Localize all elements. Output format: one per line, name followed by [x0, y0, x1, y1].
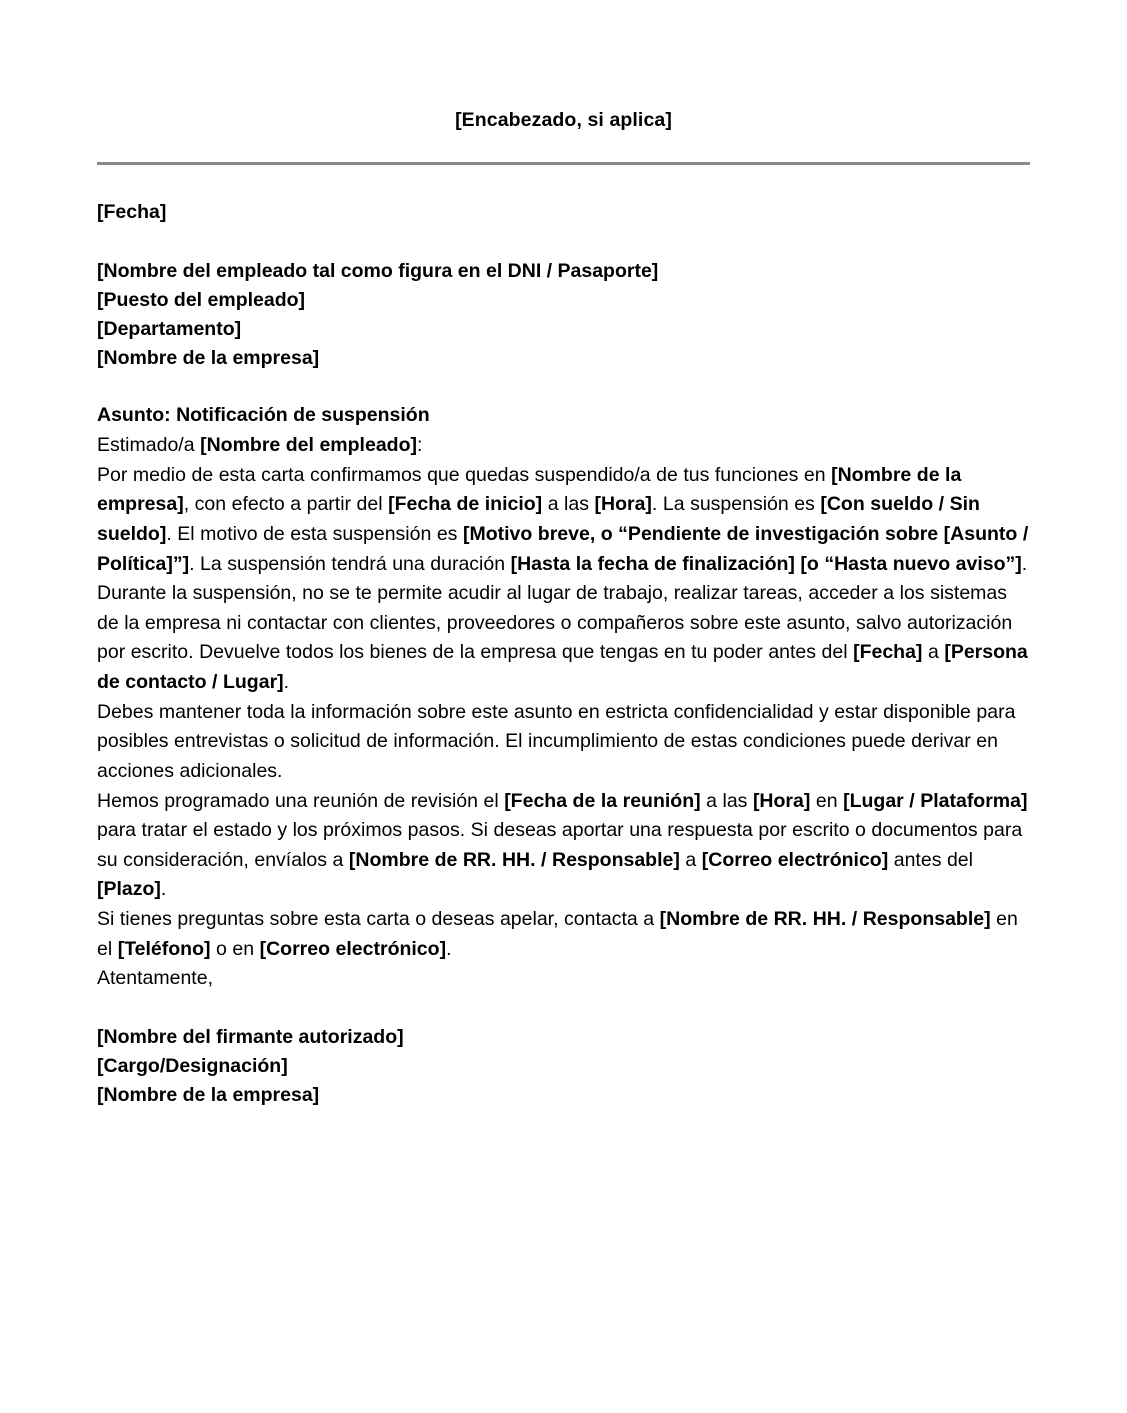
p5-s4: .	[446, 937, 452, 960]
p2-s2: a	[922, 641, 945, 664]
recipient-address-block	[97, 257, 1030, 372]
salutation-employee-name: [Nombre del empleado]	[200, 434, 417, 457]
p3-s1: Debes mantener toda la información sobre este asunto en estricta confidencialidad y estar disponible para posibles entrevistas o solicitud de información. El incumplimiento de estas condiciones puede derivar en acciones adicionales.	[97, 700, 1016, 782]
paragraph-confidentiality	[97, 698, 1030, 787]
document-content	[97, 0, 1030, 1110]
p5-s1: Si tienes preguntas sobre esta carta o deseas apelar, contacta a	[97, 908, 660, 931]
signatory-name: [Nombre del firmante autorizado]	[97, 1025, 404, 1048]
paragraph-restrictions	[97, 579, 1030, 698]
p4-s7: .	[160, 878, 167, 901]
p2-s1: Durante la suspensión, no se te permite acudir al lugar de trabajo, realizar tareas, acceder a los sistemas de la empresa ni contactar con clientes, proveedores o compañeros sobre este asunto, salvo autorización por escrito. Devuelve todos los bienes de la empresa que tengas en tu poder antes del	[97, 582, 1013, 664]
p1-start-date: [Fecha de inicio]	[388, 493, 543, 516]
header-divider	[97, 162, 1030, 165]
p1-s2: , con efecto a partir del	[183, 493, 389, 516]
document-header-title: [Encabezado, si aplica]	[455, 109, 672, 131]
p1-s3: a las	[542, 493, 595, 516]
closing-salutation: Atentamente,	[97, 967, 213, 990]
salutation-prefix: Estimado/a	[97, 434, 201, 457]
p1-s6: . La suspensión tendrá una duración	[189, 552, 511, 575]
date-placeholder: [Fecha]	[97, 201, 167, 224]
subject-line: Asunto: Notificación de suspensión	[97, 404, 430, 427]
p1-pay-status: [Con sueldo / Sin sueldo]	[97, 493, 980, 545]
p1-s5: . El motivo de esta suspensión es	[166, 522, 463, 545]
p1-company: [Nombre de la empresa]	[97, 463, 962, 516]
p4-s2: a las	[700, 789, 753, 812]
p4-email: [Correo electrónico]	[701, 848, 889, 871]
p2-s3: .	[283, 671, 290, 694]
recipient-company: [Nombre de la empresa]	[97, 346, 320, 369]
paragraph-review-meeting	[97, 787, 1030, 906]
p4-s6: antes del	[888, 848, 973, 871]
p4-s1: Hemos programado una reunión de revisión el	[97, 789, 505, 812]
signature-block	[97, 1023, 1030, 1110]
p2-contact-person: [Persona de contacto / Lugar]	[97, 641, 1028, 694]
p4-meeting-place: [Lugar / Plataforma]	[843, 789, 1028, 812]
p1-s7: .	[1021, 552, 1028, 575]
p5-email: [Correo electrónico]	[259, 937, 447, 960]
p4-s3: en	[810, 789, 844, 812]
signatory-company: [Nombre de la empresa]	[97, 1083, 320, 1106]
p1-time: [Hora]	[594, 493, 652, 516]
signatory-title: [Cargo/Designación]	[97, 1054, 288, 1077]
salutation	[97, 431, 1030, 461]
p1-duration: [Hasta la fecha de finalización] [o “Hasta nuevo aviso”]	[510, 552, 1022, 575]
p5-s2: en el	[97, 908, 1018, 960]
p4-hr-contact: [Nombre de RR. HH. / Responsable]	[348, 848, 680, 871]
recipient-position: [Puesto del empleado]	[97, 288, 306, 311]
recipient-name: [Nombre del empleado tal como figura en el DNI / Pasaporte]	[97, 260, 659, 282]
p2-return-date: [Fecha]	[853, 641, 923, 664]
p4-meeting-date: [Fecha de la reunión]	[504, 789, 701, 812]
p4-meeting-time: [Hora]	[752, 789, 811, 812]
paragraph-suspension-terms	[97, 461, 1030, 580]
p5-hr-contact: [Nombre de RR. HH. / Responsable]	[659, 908, 991, 931]
date-block	[97, 198, 1030, 228]
p1-reason: [Motivo breve, o “Pendiente de investigación sobre [Asunto / Política]”]	[97, 522, 1029, 575]
p1-s1: Por medio de esta carta confirmamos que quedas suspendido/a de tus funciones en	[97, 463, 832, 486]
p4-deadline: [Plazo]	[97, 878, 161, 901]
recipient-department: [Departamento]	[97, 317, 242, 340]
p1-s4: . La suspensión es	[651, 493, 821, 516]
p5-phone: [Teléfono]	[117, 937, 211, 960]
p4-s4: para tratar el estado y los próximos pasos. Si deseas aportar una respuesta por escrito o documentos para su consideración, envíalos a	[97, 819, 1023, 871]
p4-s5: a	[679, 848, 702, 871]
subject-block	[97, 401, 1030, 431]
paragraph-questions-appeal	[97, 905, 1030, 964]
salutation-suffix: :	[416, 434, 423, 457]
p5-s3: o en	[210, 937, 260, 960]
